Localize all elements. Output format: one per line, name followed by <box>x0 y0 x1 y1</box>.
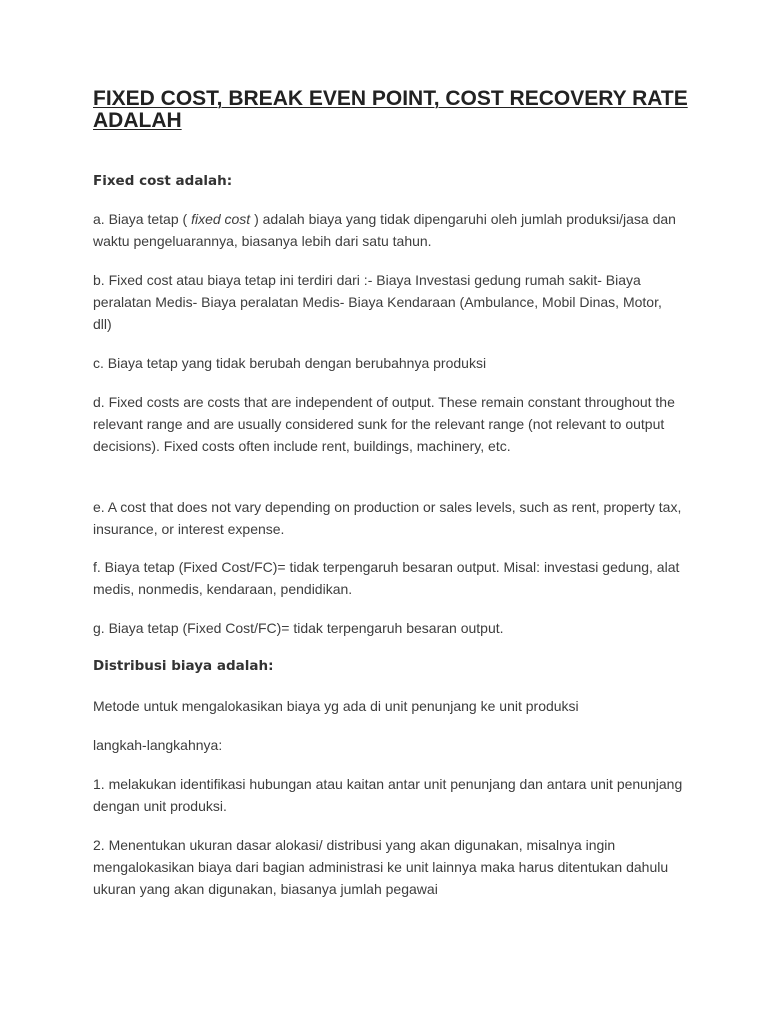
fixed-cost-item-d: d. Fixed costs are costs that are independent of output. These remain constant throughout the relevant range and are usually considered sunk for the relevant range (not relevant to output decisions). Fixed costs often include rent, buildings, machinery, etc. <box>93 394 675 454</box>
distribusi-heading: Distribusi biaya adalah: <box>93 658 274 674</box>
distribusi-step-1: 1. melakukan identifikasi hubungan atau kaitan antar unit penunjang dan antara unit penunjang dengan unit produksi. <box>93 776 683 814</box>
fixed-cost-item-a <box>93 208 683 252</box>
item-a-suffix: ) adalah biaya yang tidak dipengaruhi oleh jumlah produksi/jasa dan waktu pengeluarannya, biasanya lebih dari satu tahun. <box>93 211 676 249</box>
fixed-cost-item-g: g. Biaya tetap (Fixed Cost/FC)= tidak terpengaruh besaran output. <box>93 620 504 636</box>
distribusi-step-2: 2. Menentukan ukuran dasar alokasi/ distribusi yang akan digunakan, misalnya ingin mengalokasikan biaya dari bagian administrasi ke unit lainnya maka harus ditentukan dahulu ukuran yang akan digunakan, biasanya jumlah pegawai <box>93 837 669 897</box>
fixed-cost-item-b: b. Fixed cost atau biaya tetap ini terdiri dari :- Biaya Investasi gedung rumah sakit- Biaya peralatan Medis- Biaya peralatan Medis- Biaya Kendaraan (Ambulance, Mobil Dinas, Motor, dll) <box>93 272 662 332</box>
fixed-cost-heading: Fixed cost adalah: <box>93 173 233 189</box>
item-a-emphasis: fixed cost <box>191 211 251 227</box>
item-a-prefix: a. Biaya tetap ( <box>93 211 192 227</box>
fixed-cost-item-f: f. Biaya tetap (Fixed Cost/FC)= tidak terpengaruh besaran output. Misal: investasi gedung, alat medis, nonmedis, kendaraan, pendidikan. <box>93 559 680 597</box>
fixed-cost-item-c: c. Biaya tetap yang tidak berubah dengan berubahnya produksi <box>93 355 487 371</box>
fixed-cost-item-e: e. A cost that does not vary depending on production or sales levels, such as rent, property tax, insurance, or interest expense. <box>93 499 682 537</box>
distribusi-steps-label: langkah-langkahnya: <box>93 737 223 753</box>
distribusi-definition: Metode untuk mengalokasikan biaya yg ada di unit penunjang ke unit produksi <box>93 698 579 714</box>
document-title: FIXED COST, BREAK EVEN POINT, COST RECOVERY RATE ADALAH <box>93 87 688 132</box>
